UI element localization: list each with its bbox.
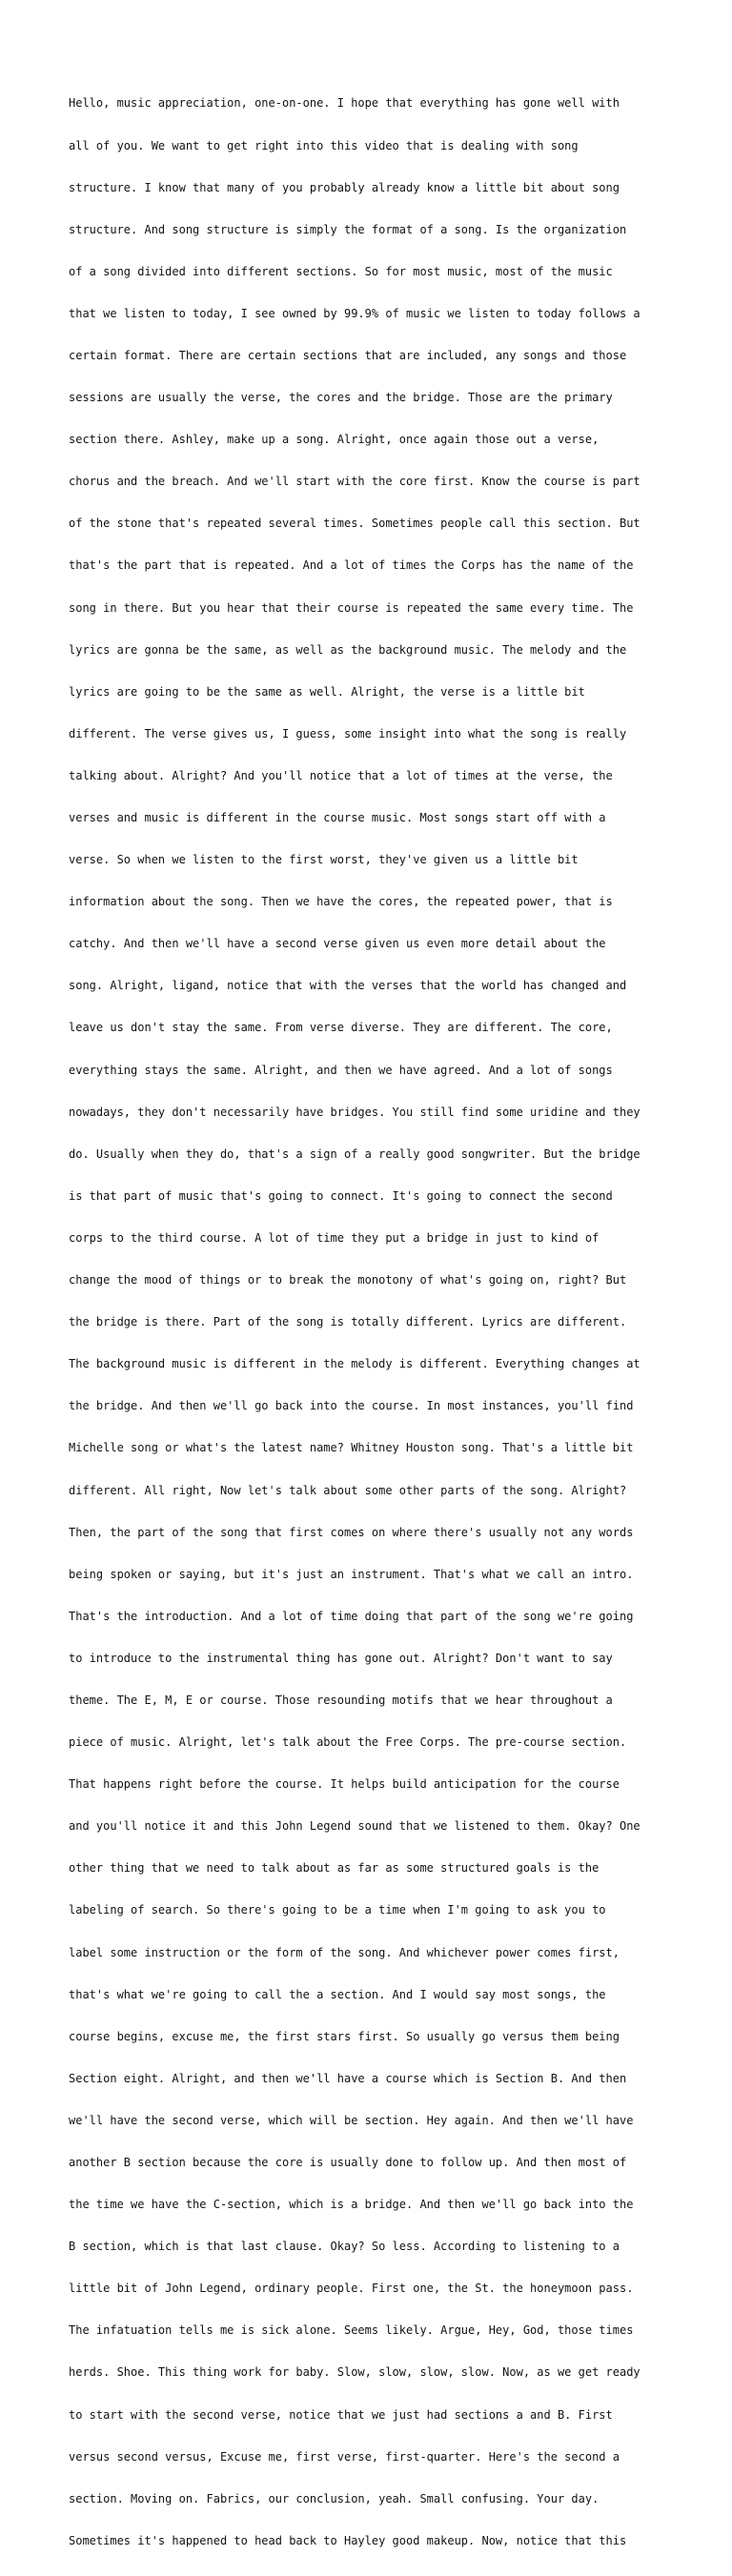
text-line: talking about. Alright? And you'll notice that a lot of times at the verse, the bbox=[69, 768, 613, 782]
text-line: song. Alright, ligand, notice that with the verses that the world has changed and bbox=[69, 979, 627, 993]
text-line: course begins, excuse me, the first stars first. So usually go versus them being bbox=[69, 2029, 620, 2043]
text-line: leave us don't stay the same. From verse diverse. They are different. The core, bbox=[69, 1021, 613, 1035]
text-line: information about the song. Then we have the cores, the repeated power, that is bbox=[69, 895, 613, 909]
text-line: we'll have the second verse, which will be section. Hey again. And then we'll have bbox=[69, 2113, 634, 2127]
text-line: different. All right, Now let's talk about some other parts of the song. Alright? bbox=[69, 1483, 627, 1497]
text-line: is that part of music that's going to connect. It's going to connect the second bbox=[69, 1188, 613, 1203]
text-line: That's the introduction. And a lot of time doing that part of the song we're going bbox=[69, 1609, 634, 1623]
text-line: to introduce to the instrumental thing has gone out. Alright? Don't want to say bbox=[69, 1651, 613, 1665]
text-line: herds. Shoe. This thing work for baby. Slow, slow, slow, slow. Now, as we get ready bbox=[69, 2365, 640, 2380]
text-line: being spoken or saying, but it's just an instrument. That's what we call an intro. bbox=[69, 1567, 634, 1581]
text-line: to start with the second verse, notice that we just had sections a and B. First bbox=[69, 2407, 613, 2422]
text-line: the bridge. And then we'll go back into the course. In most instances, you'll find bbox=[69, 1399, 634, 1413]
text-line: Michelle song or what's the latest name? Whitney Houston song. That's a little bit bbox=[69, 1441, 634, 1455]
text-line: that's what we're going to call the a section. And I would say most songs, the bbox=[69, 1987, 606, 2001]
text-line: B section, which is that last clause. Okay? So less. According to listening to a bbox=[69, 2240, 620, 2254]
transcript-text bbox=[69, 69, 679, 2576]
text-line: song in there. But you hear that their course is repeated the same every time. The bbox=[69, 600, 634, 615]
text-line: Then, the part of the song that first comes on where there's usually not any words bbox=[69, 1525, 634, 1539]
text-line: Sometimes it's happened to head back to Hayley good makeup. Now, notice that this bbox=[69, 2533, 627, 2547]
text-line: That happens right before the course. It helps build anticipation for the course bbox=[69, 1777, 620, 1792]
text-line: all of you. We want to get right into this video that is dealing with song bbox=[69, 138, 579, 152]
text-line: everything stays the same. Alright, and then we have agreed. And a lot of songs bbox=[69, 1063, 613, 1077]
text-line: Section eight. Alright, and then we'll have a course which is Section B. And then bbox=[69, 2071, 627, 2085]
text-line: certain format. There are certain sections that are included, any songs and those bbox=[69, 348, 627, 362]
text-line: section. Moving on. Fabrics, our conclusion, yeah. Small confusing. Your day. bbox=[69, 2491, 600, 2505]
text-line: catchy. And then we'll have a second verse given us even more detail about the bbox=[69, 937, 606, 951]
text-line: that's the part that is repeated. And a lot of times the Corps has the name of the bbox=[69, 558, 634, 573]
text-line: The background music is different in the melody is different. Everything changes at bbox=[69, 1357, 640, 1371]
text-line: chorus and the breach. And we'll start with the core first. Know the course is part bbox=[69, 475, 640, 489]
text-line: and you'll notice it and this John Legend sound that we listened to them. Okay? One bbox=[69, 1819, 640, 1834]
text-line: sessions are usually the verse, the cores and the bridge. Those are the primary bbox=[69, 391, 613, 405]
text-line: the bridge is there. Part of the song is totally different. Lyrics are different. bbox=[69, 1315, 627, 1329]
text-line: structure. And song structure is simply the format of a song. Is the organization bbox=[69, 222, 627, 236]
text-line: lyrics are gonna be the same, as well as the background music. The melody and the bbox=[69, 642, 627, 657]
text-line: section there. Ashley, make up a song. Alright, once again those out a verse, bbox=[69, 433, 600, 447]
text-line: The infatuation tells me is sick alone. Seems likely. Argue, Hey, God, those times bbox=[69, 2323, 634, 2338]
text-line: that we listen to today, I see owned by 99.9% of music we listen to today follows a bbox=[69, 306, 640, 320]
text-line: piece of music. Alright, let's talk about the Free Corps. The pre-course section. bbox=[69, 1735, 627, 1750]
text-line: verses and music is different in the course music. Most songs start off with a bbox=[69, 811, 606, 824]
text-line: corps to the third course. A lot of time they put a bridge in just to kind of bbox=[69, 1230, 600, 1245]
text-line: labeling of search. So there's going to be a time when I'm going to ask you to bbox=[69, 1903, 606, 1917]
text-line: structure. I know that many of you probably already know a little bit about song bbox=[69, 180, 620, 194]
text-line: of a song divided into different sections. So for most music, most of the music bbox=[69, 264, 613, 278]
text-line: of the stone that's repeated several times. Sometimes people call this section. But bbox=[69, 517, 640, 531]
text-line: lyrics are going to be the same as well. Alright, the verse is a little bit bbox=[69, 684, 585, 699]
text-line: verse. So when we listen to the first worst, they've given us a little bit bbox=[69, 853, 579, 867]
text-line: do. Usually when they do, that's a sign of a really good songwriter. But the bridge bbox=[69, 1146, 640, 1161]
text-line: different. The verse gives us, I guess, some insight into what the song is really bbox=[69, 726, 627, 740]
text-line: Hello, music appreciation, one-on-one. I hope that everything has gone well with bbox=[69, 96, 620, 111]
text-line: label some instruction or the form of the song. And whichever power comes first, bbox=[69, 1945, 620, 1959]
text-line: little bit of John Legend, ordinary people. First one, the St. the honeymoon pass. bbox=[69, 2282, 634, 2296]
text-line: change the mood of things or to break the monotony of what's going on, right? But bbox=[69, 1273, 627, 1288]
text-line: theme. The E, M, E or course. Those resounding motifs that we hear throughout a bbox=[69, 1693, 613, 1707]
text-line: the time we have the C-section, which is a bridge. And then we'll go back into the bbox=[69, 2198, 634, 2212]
text-line: versus second versus, Excuse me, first verse, first-quarter. Here's the second a bbox=[69, 2449, 620, 2464]
text-line: other thing that we need to talk about as far as some structured goals is the bbox=[69, 1861, 600, 1876]
text-line: nowadays, they don't necessarily have bridges. You still find some uridine and they bbox=[69, 1105, 640, 1119]
text-line: another B section because the core is usually done to follow up. And then most of bbox=[69, 2156, 627, 2169]
